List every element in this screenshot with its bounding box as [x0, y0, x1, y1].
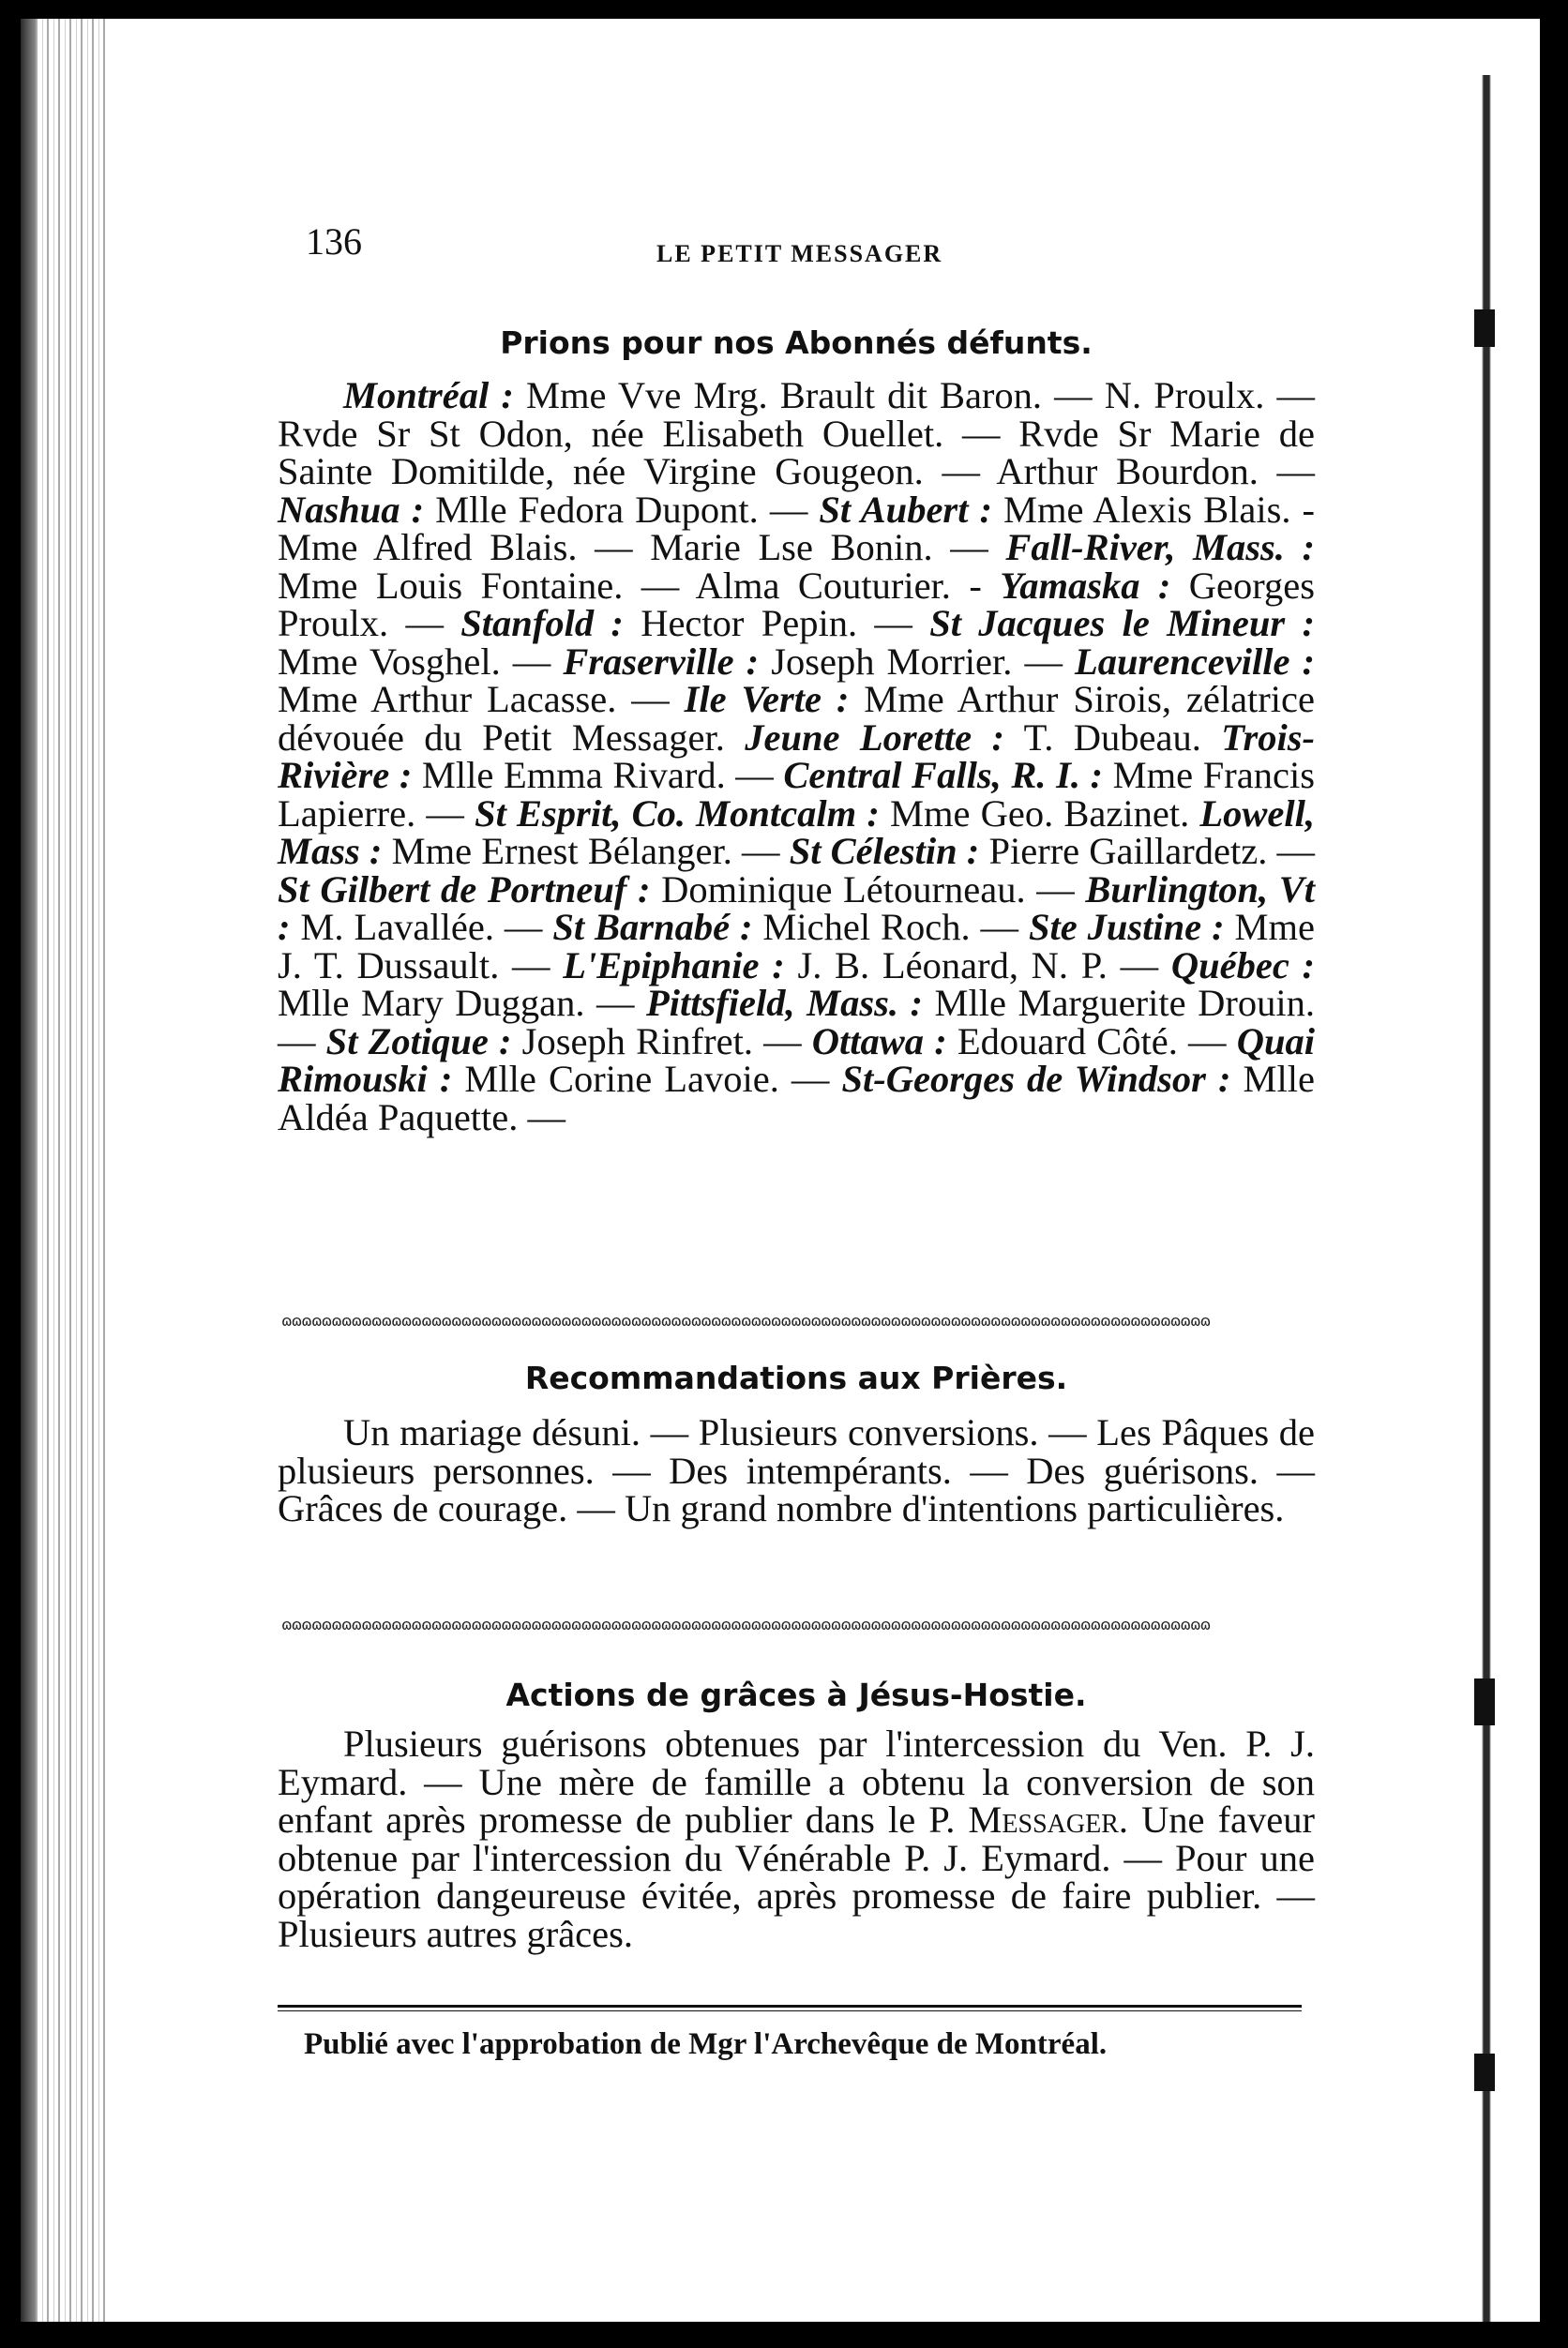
place-name: Fall-River, Mass. : [1005, 526, 1315, 568]
place-name: Quai Rimouski : [278, 1019, 1315, 1100]
entry-text: Mme Francis Lapierre. — [278, 754, 1315, 835]
scan-border-top [0, 0, 1568, 19]
place-name: Ottawa : [811, 1019, 947, 1062]
ornament-divider: ɷɷɷɷɷɷɷɷɷɷɷɷɷɷɷɷɷɷɷɷɷɷɷɷɷɷɷɷɷɷɷɷɷɷɷɷɷɷɷɷɷɷɷɷɷɷɷɷɷɷɷɷɷɷɷɷɷɷɷɷɷɷɷɷɷɷɷɷɷɷɷɷɷɷɷɷɷɷɷɷɷɷɷɷɷɷɷɷɷɷɷɷɷ [281, 1618, 1211, 1632]
place-name: St Aubert : [819, 488, 992, 531]
thanks-body-before: Plusieurs guérisons obtenues par l'intercession du Ven. P. J. Eymard. — Une mère de famille a obtenu la conversion de son enfant après promesse de publier dans le P. [278, 1723, 1315, 1841]
place-name: Ile Verte : [684, 678, 850, 720]
entry-text: Edouard Côté. — [946, 1019, 1237, 1062]
place-name: Québec : [1170, 943, 1315, 986]
place-name: St Esprit, Co. Montcalm : [475, 791, 880, 835]
place-name: Pittsfield, Mass. : [646, 982, 923, 1024]
right-gutter-line [1476, 75, 1500, 2325]
entry-text: J. B. Léonard, N. P. — [784, 943, 1171, 986]
place-name: Trois-Rivière : [278, 715, 1315, 796]
entry-text: Dominique Létourneau. — [650, 867, 1086, 911]
place-name: Ste Justine : [1028, 906, 1225, 948]
place-name: Lowell, Mass : [278, 791, 1315, 872]
place-name: St-Georges de Windsor : [841, 1058, 1231, 1100]
heading-recommendations: Recommandations aux Prières. [524, 1360, 1068, 1396]
recommendations-body: Un mariage désuni. — Plusieurs conversions. — Les Pâques de plusieurs personnes. — Des intempérants. — Des guérisons. — Grâces de courage. — Un grand nombre d'intentions particulières. [278, 1411, 1315, 1529]
entry-text: Mlle Aldéa Paquette. — [278, 1058, 1315, 1138]
entry-text: Mme J. T. Dussault. — [278, 906, 1315, 986]
entry-text: Hector Pepin. — [623, 602, 930, 644]
thanks-text [278, 1725, 1315, 1953]
footer-rule [278, 2005, 1302, 2008]
footer-rule-thin [278, 2010, 1302, 2011]
place-name: Central Falls, R. I. : [783, 754, 1104, 796]
place-name: St Gilbert de Portneuf : [278, 867, 651, 911]
place-name: Jeune Lorette : [745, 715, 1004, 759]
entry-text: Mme Geo. Bazinet. [879, 791, 1200, 835]
place-name: Laurenceville : [1075, 640, 1316, 683]
messager-word: Messager [968, 1799, 1119, 1841]
entry-text: Mme Arthur Lacasse. — [278, 678, 685, 720]
place-name: Burlington, Vt : [278, 867, 1315, 948]
entry-text: Pierre Gaillardetz. — [979, 830, 1315, 872]
entry-text: M. Lavallée. — [290, 906, 553, 948]
place-name: Yamaska : [1000, 564, 1171, 607]
running-title: LE PETIT MESSAGER [656, 240, 943, 267]
entry-text: Georges Proulx. — [278, 564, 1316, 644]
entry-text: Mme Ernest Bélanger. — [382, 830, 790, 872]
entry-text: Mme Arthur Sirois, zélatrice dévouée du Petit Messager. [278, 678, 1315, 759]
scan-border-right [1540, 0, 1568, 2348]
entry-text: T. Dubeau. [1003, 715, 1222, 759]
entry-text: Mlle Mary Duggan. — [278, 982, 647, 1024]
entry-text: Mme Vve Mrg. Brault dit Baron. — N. Proulx. — Rvde Sr St Odon, née Elisabeth Ouellet. — Rvde Sr Marie de Sainte Domitilde, née Virgine Gougeon. — Arthur Bourdon. — [278, 374, 1316, 492]
entry-text: Mlle Emma Rivard. — [412, 754, 784, 796]
right-edge-mark [1474, 1678, 1495, 1725]
deceased-list [278, 374, 1316, 1138]
entry-text: Mlle Fedora Dupont. — [424, 488, 820, 531]
place-name: Nashua : [278, 488, 425, 531]
entry-text: Mme Vosghel. — [278, 640, 564, 683]
place-name: Stanfold : [460, 602, 624, 644]
place-name: L'Epiphanie : [563, 943, 785, 986]
heading-thanks: Actions de grâces à Jésus-Hostie. [505, 1677, 1087, 1713]
page-number: 136 [306, 220, 362, 263]
entry-text: Joseph Rinfret. — [511, 1019, 812, 1062]
place-name: Montréal : [343, 374, 514, 416]
entry-text: Mme Alexis Blais. - Mme Alfred Blais. — Marie Lse Bonin. — [278, 488, 1315, 568]
place-name: Fraserville : [563, 640, 760, 683]
right-edge-mark [1474, 2054, 1495, 2091]
entry-text: Mme Louis Fontaine. — Alma Couturier. - [278, 564, 1001, 607]
right-edge-mark [1474, 309, 1495, 347]
approval-note: Publié avec l'approbation de Mgr l'Archevêque de Montréal. [304, 2027, 1108, 2061]
entry-text: Mlle Marguerite Drouin. — [278, 982, 1315, 1062]
heading-deceased: Prions pour nos Abonnés défunts. [500, 324, 1093, 361]
place-name: St Barnabé : [552, 906, 753, 948]
binding-shadow [21, 19, 36, 2325]
place-name: St Zotique : [325, 1019, 512, 1062]
place-name: St Jacques le Mineur : [929, 602, 1315, 644]
entry-text: Michel Roch. — [752, 906, 1029, 948]
thanks-body-after: . Une faveur obtenue par l'intercession du Vénérable P. J. Eymard. — Pour une opération dangeureuse évitée, après promesse de faire publier. — Plusieurs autres grâces. [278, 1799, 1315, 1955]
place-name: St Célestin : [789, 830, 980, 872]
entry-text: Mlle Corine Lavoie. — [452, 1058, 842, 1100]
recommendations-text [278, 1411, 1315, 1529]
ornament-divider: ɷɷɷɷɷɷɷɷɷɷɷɷɷɷɷɷɷɷɷɷɷɷɷɷɷɷɷɷɷɷɷɷɷɷɷɷɷɷɷɷɷɷɷɷɷɷɷɷɷɷɷɷɷɷɷɷɷɷɷɷɷɷɷɷɷɷɷɷɷɷɷɷɷɷɷɷɷɷɷɷɷɷɷɷɷɷɷɷɷɷɷɷɷ [281, 1315, 1211, 1328]
scan-border-left [0, 0, 21, 2348]
entry-text: Joseph Morrier. — [759, 640, 1076, 683]
scan-border-bottom [0, 2322, 1568, 2348]
